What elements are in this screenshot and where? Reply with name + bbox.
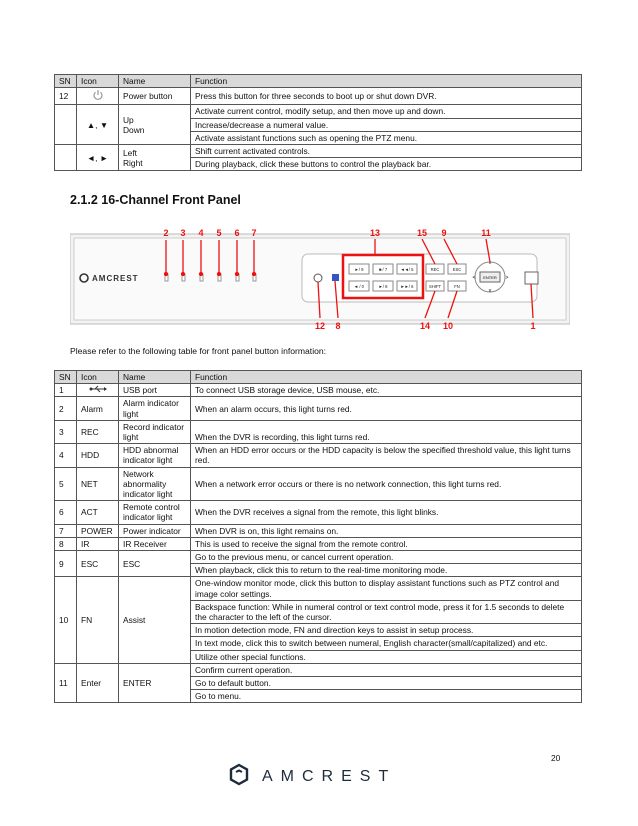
table-row [55, 663, 582, 676]
play-9-button[interactable]: ►/ 9 [354, 267, 364, 272]
row-function: During playback, click these buttons to control the playback bar. [191, 158, 582, 171]
row-function: In motion detection mode, FN and direction keys to assist in setup process. [191, 624, 582, 637]
row-sn: 2 [55, 397, 77, 420]
panel-brand: AMCREST [92, 274, 139, 283]
row-function: Activate current control, modify setup, and then move up and down. [191, 105, 582, 118]
row-name: Up Down [119, 105, 191, 145]
table-row [55, 524, 582, 537]
callout-3: 3 [180, 228, 186, 238]
row-function: Go to default button. [191, 677, 582, 690]
row-function: To connect USB storage device, USB mouse, etc. [191, 384, 582, 397]
callout-1: 1 [530, 321, 536, 331]
page-number: 20 [551, 753, 561, 763]
callout-13: 13 [369, 228, 381, 238]
front-panel-figure [70, 222, 570, 339]
enter-button: ENTER [483, 275, 497, 280]
row-name: Power button [119, 88, 191, 105]
svg-text:<: < [472, 275, 476, 281]
table-row [55, 537, 582, 550]
table-row [55, 384, 582, 397]
header-icon: Icon [77, 75, 119, 88]
row-function: Confirm current operation. [191, 663, 582, 676]
row-sn: 5 [55, 467, 77, 501]
prev-0-button[interactable]: ◄ / 0 [354, 284, 364, 289]
power-icon [77, 88, 119, 105]
row-name: Network abnormality indicator light [119, 467, 191, 501]
callout-12: 12 [314, 321, 326, 331]
row-icon: FN [77, 577, 119, 663]
ir-receiver [332, 274, 339, 281]
row-sn: 7 [55, 524, 77, 537]
row-sn [55, 145, 77, 171]
table-row [55, 145, 582, 158]
table-row [55, 88, 582, 105]
row-function: Shift current activated controls. [191, 145, 582, 158]
footer-brand: AMCREST [262, 768, 397, 785]
row-sn [55, 105, 77, 145]
footer-logo [228, 762, 408, 793]
svg-text:^: ^ [488, 262, 492, 268]
row-sn: 1 [55, 384, 77, 397]
row-name: Alarm indicator light [119, 397, 191, 420]
table-row [55, 444, 582, 467]
row-function: Increase/decrease a numeral value. [191, 118, 582, 131]
row-function: When an HDD error occurs or the HDD capacity is below the specified threshold value, this light turns red. [191, 444, 582, 467]
header-name: Name [119, 371, 191, 384]
row-function: When DVR is on, this light remains on. [191, 524, 582, 537]
row-icon: POWER [77, 524, 119, 537]
row-name: IR Receiver [119, 537, 191, 550]
callout-6: 6 [234, 228, 240, 238]
callout-5: 5 [216, 228, 222, 238]
stop-7-button[interactable]: ■ / 7 [378, 267, 388, 272]
row-sn: 8 [55, 537, 77, 550]
row-name: USB port [119, 384, 191, 397]
svg-text:>: > [505, 275, 509, 281]
callout-8: 8 [335, 321, 341, 331]
row-icon: Enter [77, 663, 119, 703]
up-down-arrows-icon: ▲, ▼ [77, 105, 119, 145]
row-icon: ESC [77, 551, 119, 577]
row-icon: Alarm [77, 397, 119, 420]
callout-2: 2 [163, 228, 169, 238]
svg-text:v: v [488, 288, 492, 294]
fn-button[interactable]: FN [454, 284, 460, 289]
row-name: Power indicator [119, 524, 191, 537]
usb-port[interactable] [525, 272, 538, 284]
row-name: HDD abnormal indicator light [119, 444, 191, 467]
row-icon: HDD [77, 444, 119, 467]
row-function: Activate assistant functions such as opening the PTZ menu. [191, 131, 582, 144]
row-function: When playback, click this to return to the real-time monitoring mode. [191, 564, 582, 577]
row-function: When the DVR is recording, this light turns red. [191, 420, 582, 443]
row-function: Go to the previous menu, or cancel current operation. [191, 551, 582, 564]
callout-14: 14 [419, 321, 431, 331]
row-name: Remote control indicator light [119, 501, 191, 524]
row-name: Left Right [119, 145, 191, 171]
row-function: When a network error occurs or there is no network connection, this light turns red. [191, 467, 582, 501]
row-icon: IR [77, 537, 119, 550]
row-function: When the DVR receives a signal from the remote, this light blinks. [191, 501, 582, 524]
usb-icon [77, 384, 119, 397]
header-icon: Icon [77, 371, 119, 384]
table-row [55, 420, 582, 443]
section-heading: 2.1.2 16-Channel Front Panel [70, 193, 241, 207]
row-function: One-window monitor mode, click this button to display assistant functions such as PTZ control and image color settings. [191, 577, 582, 600]
callout-11: 11 [481, 228, 491, 238]
row-name: Assist [119, 577, 191, 663]
row-sn: 3 [55, 420, 77, 443]
row-name: Record indicator light [119, 420, 191, 443]
callout-15: 15 [416, 228, 428, 238]
row-icon: NET [77, 467, 119, 501]
row-function: This is used to receive the signal from the remote control. [191, 537, 582, 550]
left-right-arrows-icon: ◄, ► [77, 145, 119, 171]
row-name: ESC [119, 551, 191, 577]
row-function: When an alarm occurs, this light turns red. [191, 397, 582, 420]
callout-7: 7 [251, 228, 257, 238]
callout-9: 9 [441, 228, 447, 238]
row-icon: REC [77, 420, 119, 443]
table-row [55, 105, 582, 118]
header-function: Function [191, 75, 582, 88]
row-sn: 11 [55, 663, 77, 703]
row-icon: ACT [77, 501, 119, 524]
table-row [55, 551, 582, 564]
row-function: Press this button for three seconds to boot up or shut down DVR. [191, 88, 582, 105]
row-sn: 6 [55, 501, 77, 524]
row-sn: 9 [55, 551, 77, 577]
row-sn: 10 [55, 577, 77, 663]
header-sn: SN [55, 75, 77, 88]
callout-10: 10 [442, 321, 454, 331]
esc-button[interactable]: ESC [452, 267, 462, 272]
amcrest-hex-icon [231, 765, 247, 784]
intro-text: Please refer to the following table for front panel button information: [70, 346, 327, 356]
table-row [55, 397, 582, 420]
row-sn: 4 [55, 444, 77, 467]
row-function: Utilize other special functions. [191, 650, 582, 663]
header-sn: SN [55, 371, 77, 384]
next-8-button[interactable]: ►/ 8 [378, 284, 388, 289]
row-name: ENTER [119, 663, 191, 703]
row-sn: 12 [55, 88, 77, 105]
header-name: Name [119, 75, 191, 88]
callout-4: 4 [198, 228, 204, 238]
table-row [55, 577, 582, 600]
table-front-panel [54, 370, 582, 703]
table-row [55, 501, 582, 524]
fastforward-6-button[interactable]: ►►/ 6 [400, 284, 414, 289]
row-function: Go to menu. [191, 690, 582, 703]
row-function: In text mode, click this to switch between numeral, English character(small/capitalized) and etc. [191, 637, 582, 650]
row-function: Backspace function: While in numeral control or text control mode, press it for 1.5 seconds to delete the character to the left of the cursor. [191, 600, 582, 623]
header-function: Function [191, 371, 582, 384]
table-icons-continued [54, 74, 582, 171]
rewind-5-button[interactable]: ◄◄/ 5 [400, 267, 414, 272]
table-row [55, 467, 582, 501]
rec-button[interactable]: REC [430, 267, 440, 272]
shift-button[interactable]: SHIFT [428, 284, 442, 289]
